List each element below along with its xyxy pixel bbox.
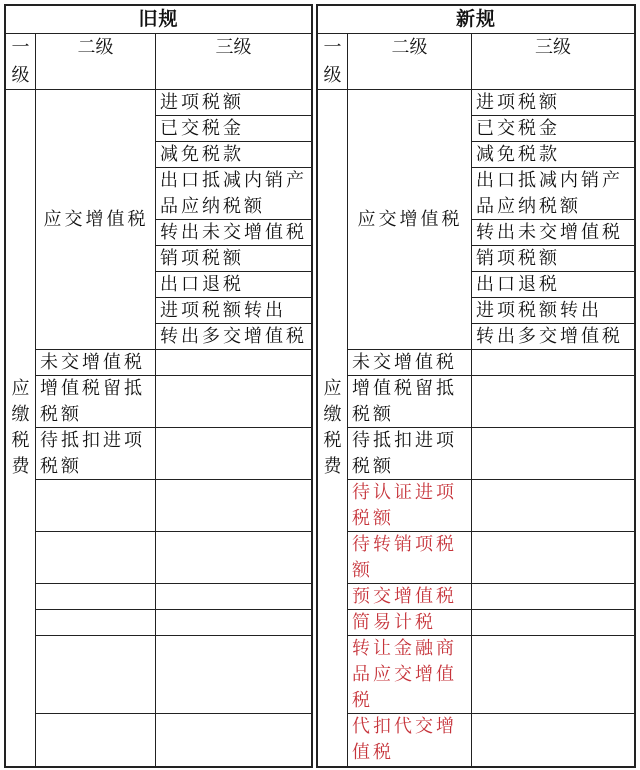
old-header-level2: 二级 xyxy=(36,34,156,90)
new-level2-added-item: 转让金融商品应交增值税 xyxy=(348,636,472,714)
old-level2-empty-row xyxy=(36,532,156,584)
old-level3-empty xyxy=(156,480,311,532)
old-level3-item: 转出多交增值税 xyxy=(156,324,311,350)
old-level2-empty-row xyxy=(36,584,156,610)
old-level2-vat-retained: 增值税留抵税额 xyxy=(36,376,156,428)
new-level3-item: 已交税金 xyxy=(472,116,634,142)
old-level3-empty xyxy=(156,376,311,428)
new-level3-item: 减免税款 xyxy=(472,142,634,168)
new-level3-item: 出口退税 xyxy=(472,272,634,298)
old-rules-title: 旧规 xyxy=(6,6,311,34)
old-level2-empty-row xyxy=(36,636,156,714)
new-level3-item: 销项税额 xyxy=(472,246,634,272)
new-rules-table xyxy=(316,4,636,768)
old-rules-table xyxy=(4,4,313,768)
new-header-level1: 一级 xyxy=(318,34,348,90)
new-level3-item: 出口抵减内销产品应纳税额 xyxy=(472,168,634,220)
old-level3-empty xyxy=(156,610,311,636)
old-level1-label: 应缴税费 xyxy=(11,378,30,477)
new-level2-added-item: 待认证进项税额 xyxy=(348,480,472,532)
old-level3-item: 减免税款 xyxy=(156,142,311,168)
new-level3-item: 进项税额转出 xyxy=(472,298,634,324)
old-level2-pending-input: 待抵扣进项税额 xyxy=(36,428,156,480)
old-level3-empty xyxy=(156,584,311,610)
new-level3-empty xyxy=(472,532,634,584)
old-level3-item: 出口抵减内销产品应纳税额 xyxy=(156,168,311,220)
new-level2-vat-retained: 增值税留抵税额 xyxy=(348,376,472,428)
new-header-level2: 二级 xyxy=(348,34,472,90)
old-level3-item: 销项税额 xyxy=(156,246,311,272)
old-level3-item: 进项税额 xyxy=(156,90,311,116)
old-level3-empty xyxy=(156,714,311,766)
new-level3-empty xyxy=(472,376,634,428)
old-level2-empty-row xyxy=(36,714,156,766)
old-header-level1: 一级 xyxy=(6,34,36,90)
old-header-level3: 三级 xyxy=(156,34,311,90)
new-level2-added-item: 待转销项税额 xyxy=(348,532,472,584)
new-level2-pending-input: 待抵扣进项税额 xyxy=(348,428,472,480)
new-level3-item: 转出多交增值税 xyxy=(472,324,634,350)
new-level2-added-item: 简易计税 xyxy=(348,610,472,636)
new-level3-item: 转出未交增值税 xyxy=(472,220,634,246)
new-level1-label: 应缴税费 xyxy=(323,378,342,477)
old-level3-empty xyxy=(156,350,311,376)
new-level2-added-item: 预交增值税 xyxy=(348,584,472,610)
new-level2-added-item: 代扣代交增值税 xyxy=(348,714,472,766)
new-level3-empty xyxy=(472,350,634,376)
old-level3-item: 转出未交增值税 xyxy=(156,220,311,246)
new-level3-empty xyxy=(472,610,634,636)
old-level2-empty-row xyxy=(36,480,156,532)
new-level3-empty xyxy=(472,480,634,532)
old-level2-unpaid-vat: 未交增值税 xyxy=(36,350,156,376)
new-level3-item: 进项税额 xyxy=(472,90,634,116)
old-level3-item: 出口退税 xyxy=(156,272,311,298)
old-level3-item: 已交税金 xyxy=(156,116,311,142)
old-level3-empty xyxy=(156,636,311,714)
new-rules-title: 新规 xyxy=(318,6,634,34)
new-level2-vat-payable: 应交增值税 xyxy=(348,90,472,350)
old-level3-item: 进项税额转出 xyxy=(156,298,311,324)
new-level3-empty xyxy=(472,428,634,480)
old-level3-empty xyxy=(156,532,311,584)
new-level3-empty xyxy=(472,584,634,610)
new-level1-cell xyxy=(318,90,348,766)
new-level3-empty xyxy=(472,636,634,714)
new-level3-empty xyxy=(472,714,634,766)
old-level2-empty-row xyxy=(36,610,156,636)
old-level1-cell xyxy=(6,90,36,766)
new-level2-unpaid-vat: 未交增值税 xyxy=(348,350,472,376)
old-level2-vat-payable: 应交增值税 xyxy=(36,90,156,350)
new-header-level3: 三级 xyxy=(472,34,634,90)
old-level3-empty xyxy=(156,428,311,480)
